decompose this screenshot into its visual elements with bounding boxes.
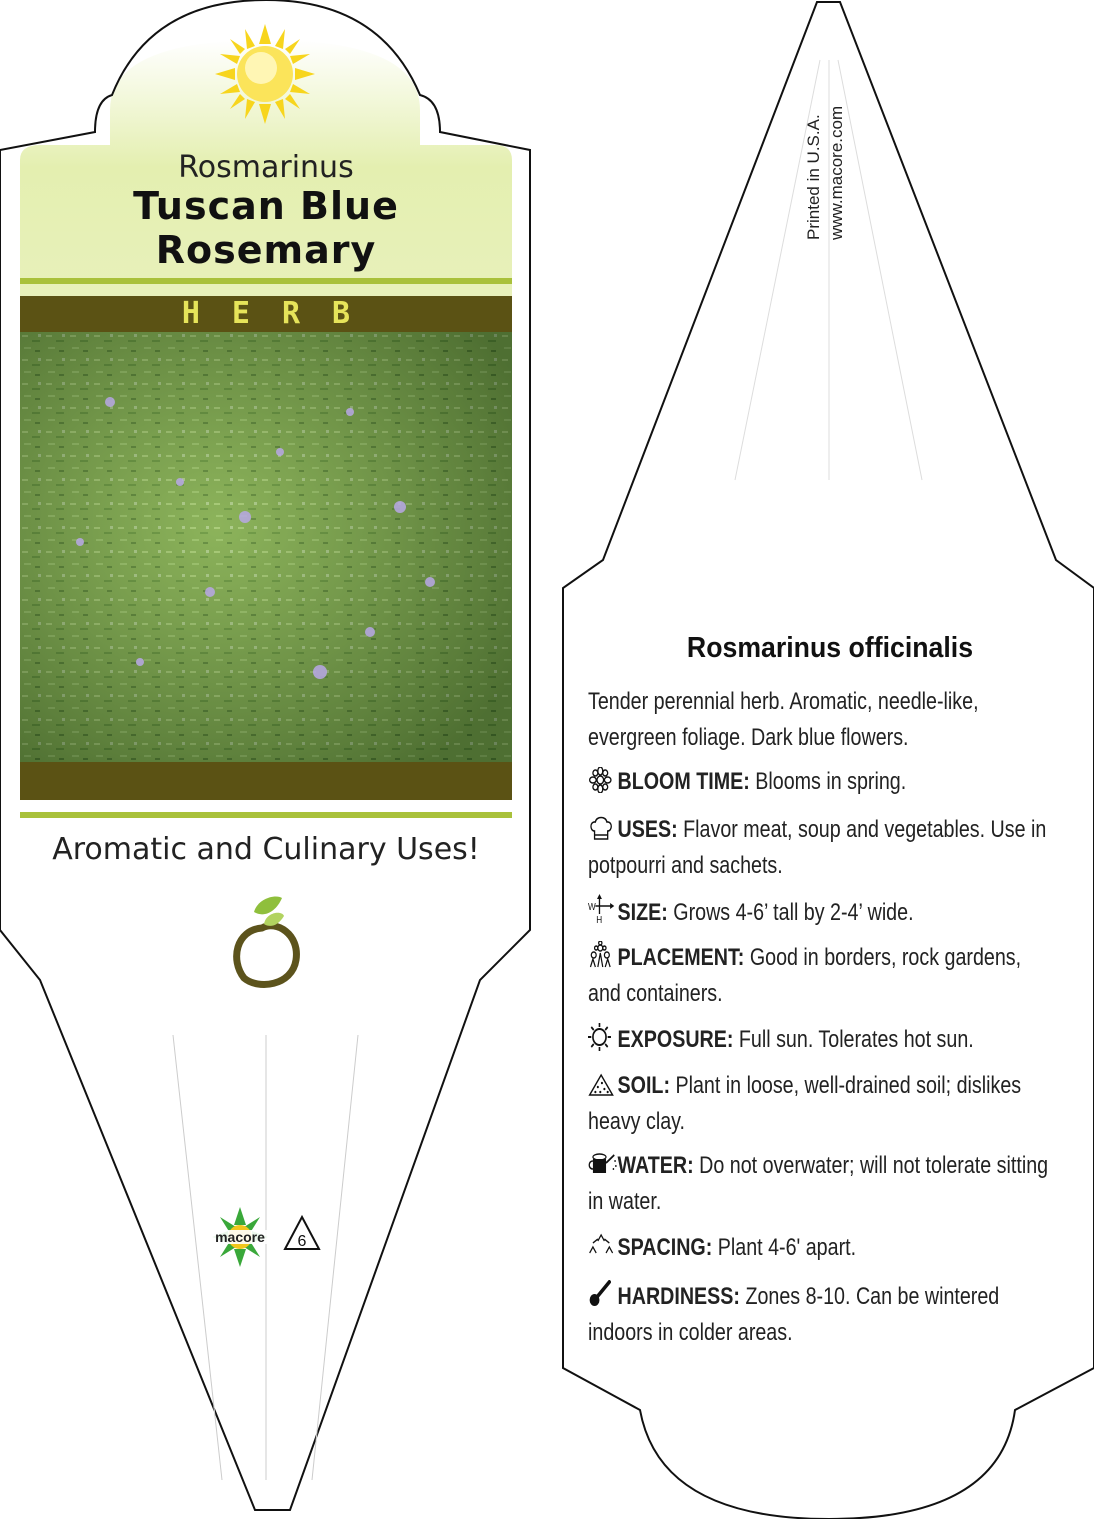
section-text: Zones 8-10. Can be wintered indoors in colder areas. [588, 1283, 1000, 1346]
tagline: Aromatic and Culinary Uses! [52, 832, 480, 867]
section-label: BLOOM TIME: [617, 768, 750, 795]
website: www.macore.com [827, 105, 846, 240]
care-hardiness [588, 1278, 1055, 1351]
chef-hat-icon [588, 815, 613, 839]
section-label: HARDINESS: [617, 1283, 740, 1310]
section-label: SOIL: [617, 1072, 670, 1099]
section-text: Full sun. Tolerates hot sun. [733, 1026, 974, 1053]
recycle-number: 6 [297, 1233, 307, 1250]
photo-bottom-banner [20, 762, 512, 800]
flower-icon [588, 767, 613, 791]
size-icon [588, 894, 613, 924]
section-text: Good in borders, rock gardens, and containers. [588, 944, 1022, 1007]
section-text: Flavor meat, soup and vegetables. Use in potpourri and sachets. [588, 816, 1047, 879]
category-label: HERB [181, 296, 383, 331]
svg-text:W: W [588, 901, 596, 913]
plant-photo [20, 332, 512, 762]
section-label: PLACEMENT: [617, 944, 745, 971]
care-placement [588, 940, 1055, 1012]
svg-text:H: H [596, 914, 603, 924]
section-label: WATER: [617, 1152, 694, 1179]
care-spacing [588, 1230, 1055, 1266]
section-text: Blooms in spring. [749, 768, 907, 795]
care-bloom-time [588, 764, 1055, 800]
section-label: USES: [617, 816, 678, 843]
printed-info [802, 60, 846, 240]
sun-outline-icon [588, 1023, 613, 1047]
section-text: Do not overwater; will not tolerate sitting in water. [588, 1152, 1049, 1215]
section-label: SIZE: [617, 899, 668, 926]
description: Tender perennial herb. Aromatic, needle-like, evergreen foliage. Dark blue flowers. [588, 688, 979, 751]
watering-can-icon [588, 1149, 613, 1173]
recycle-icon [282, 1214, 322, 1254]
plant-title-line1: Tuscan Blue [133, 184, 399, 228]
brand-name: macore [215, 1229, 265, 1245]
care-water [588, 1148, 1055, 1220]
sun-icon [215, 24, 315, 124]
section-text: Plant in loose, well-drained soil; dislikes heavy clay. [588, 1072, 1022, 1135]
section-label: EXPOSURE: [617, 1026, 734, 1053]
soil-icon [588, 1071, 613, 1095]
macore-logo [204, 1206, 276, 1268]
section-label: SPACING: [617, 1234, 713, 1261]
thermometer-icon [588, 1278, 613, 1302]
section-text: Grows 4-6’ tall by 2-4’ wide. [667, 899, 914, 926]
plant-title-line2: Rosemary [155, 228, 377, 272]
divider [20, 278, 512, 284]
care-soil [588, 1068, 1055, 1140]
care-uses [588, 812, 1055, 884]
leaf-swirl-emblem-icon [226, 890, 306, 990]
plant-genus: Rosmarinus [178, 150, 354, 185]
care-size [588, 894, 1055, 931]
section-text: Plant 4-6' apart. [712, 1234, 857, 1261]
spacing-icon [588, 1231, 613, 1255]
care-exposure [588, 1022, 1055, 1058]
scientific-name: Rosmarinus officinalis [686, 632, 974, 664]
divider [20, 812, 512, 818]
plants-icon [588, 941, 613, 965]
printed-in-usa: Printed in U.S.A. [804, 114, 823, 240]
